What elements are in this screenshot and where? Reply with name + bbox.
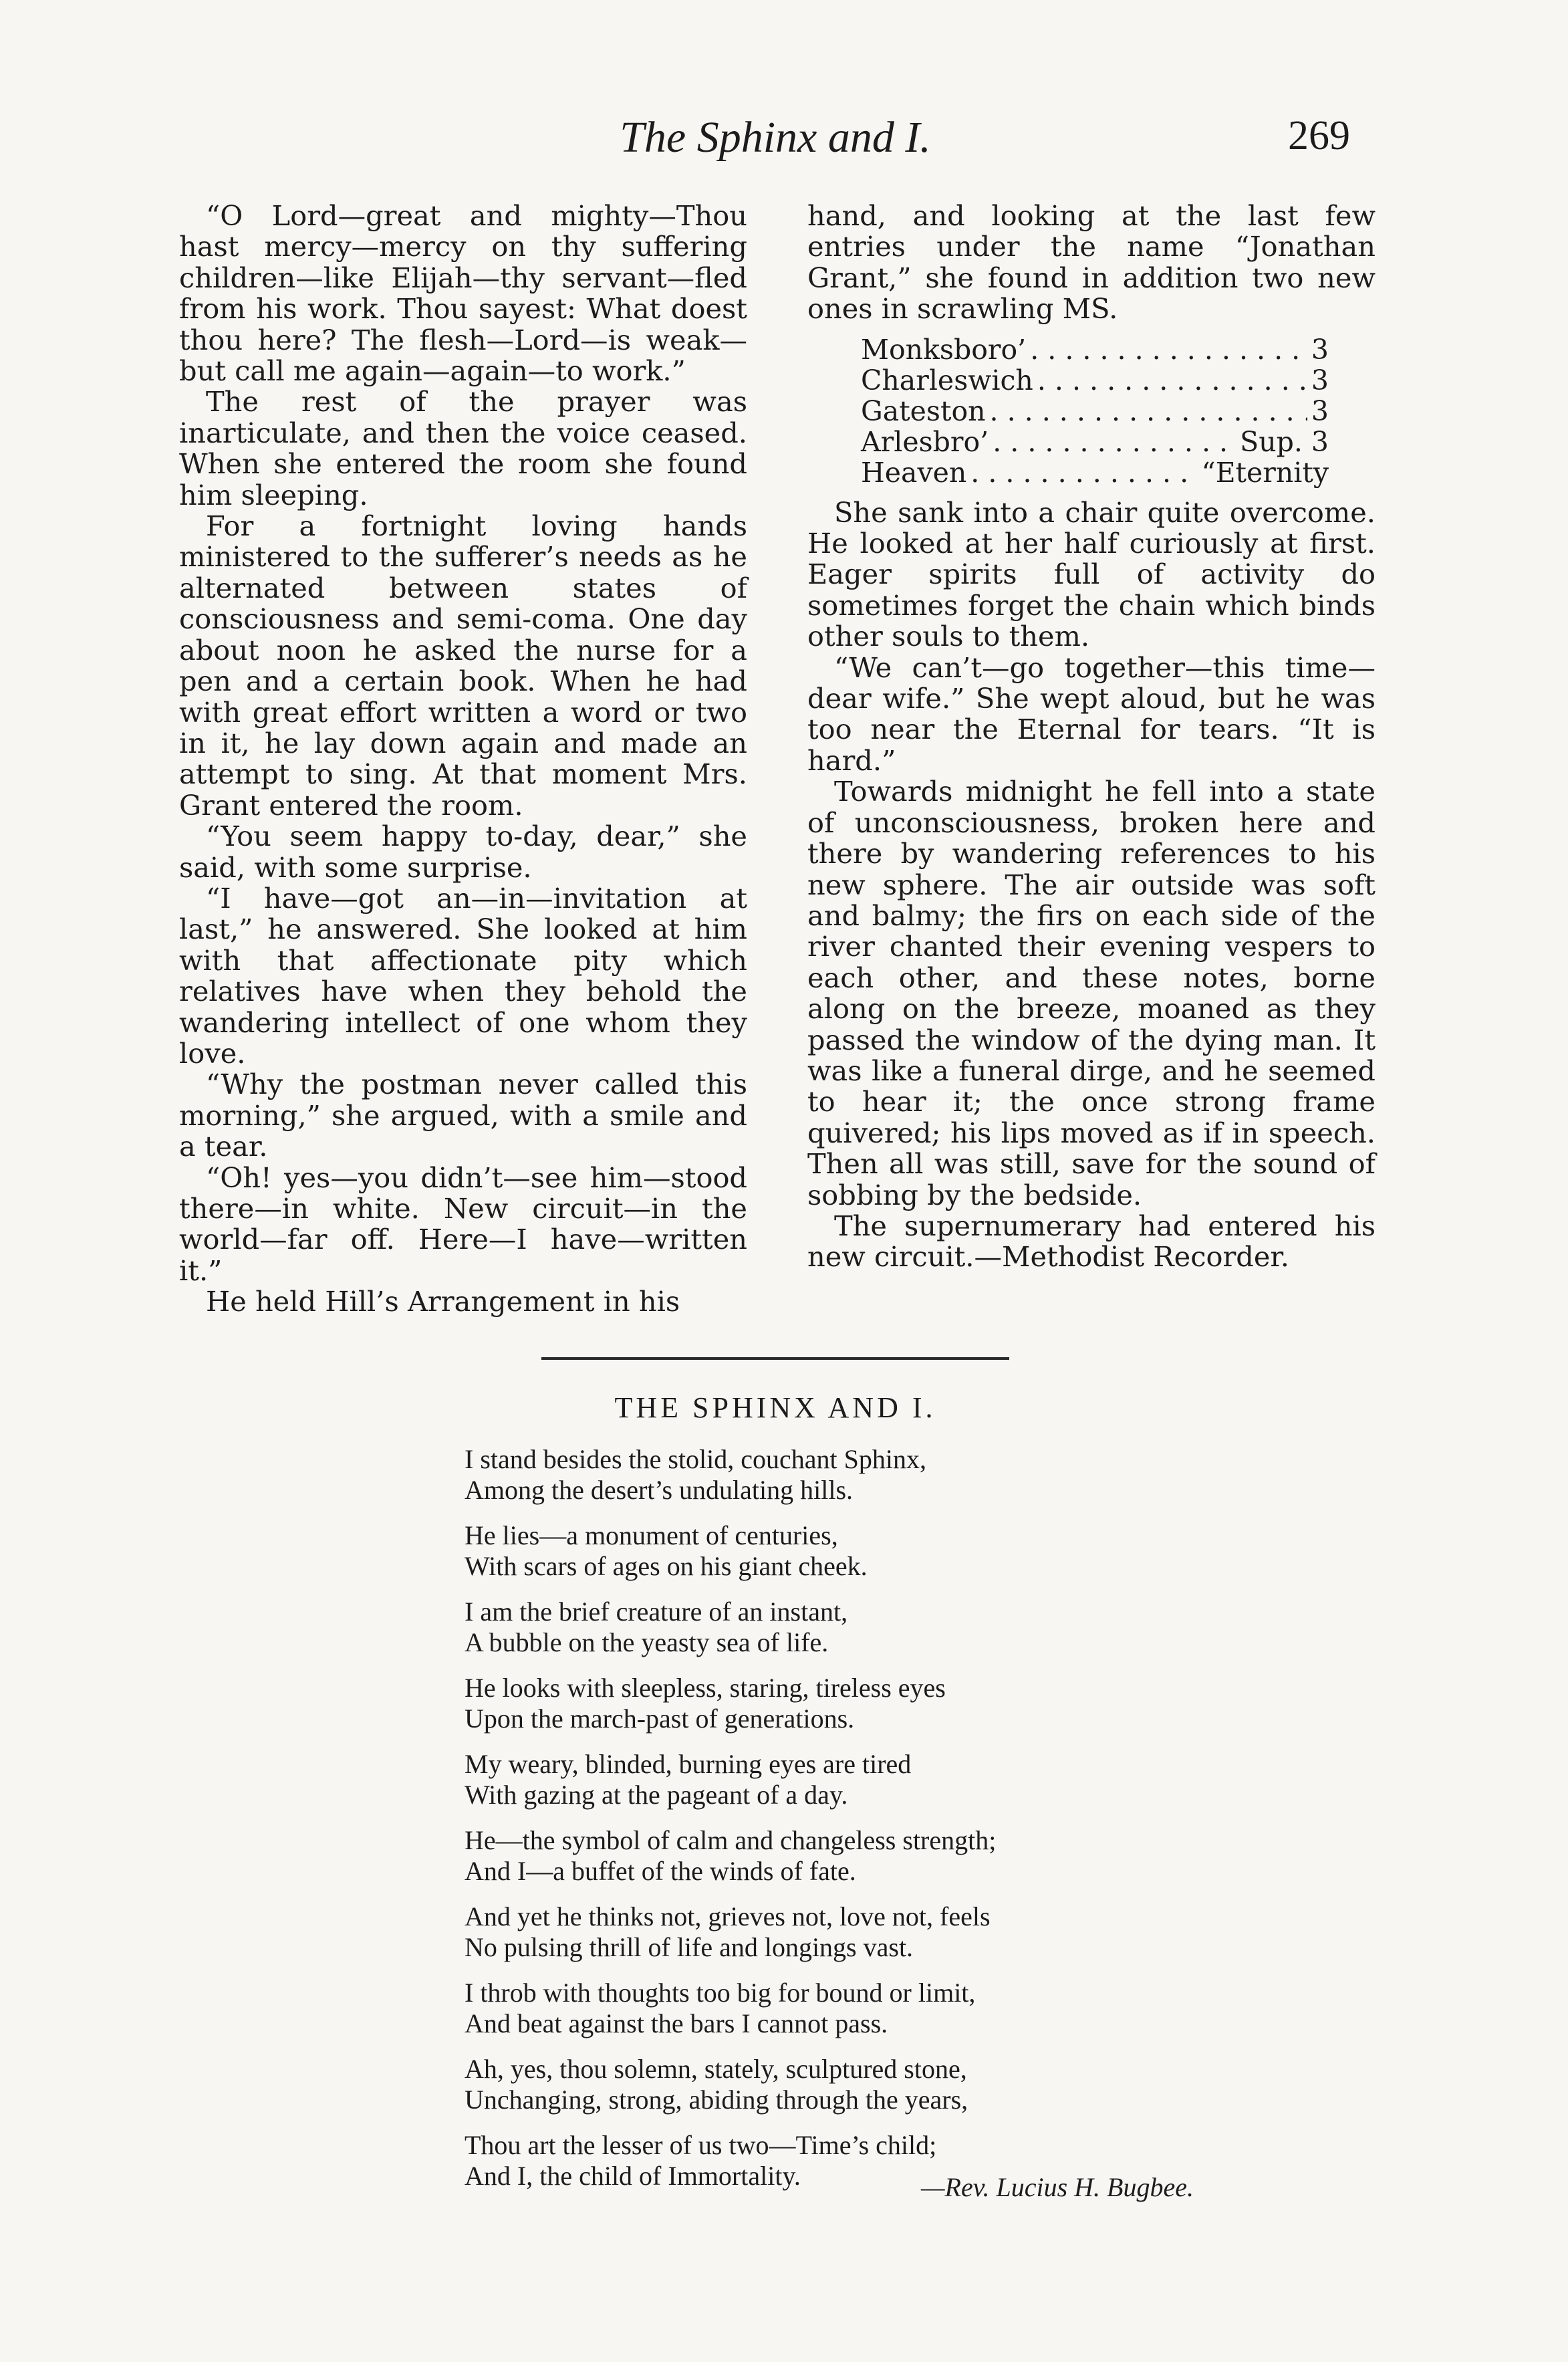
paragraph: “Why the postman never called this morning,” she argued, with a smile and a tear.	[179, 1068, 747, 1163]
circuit-place: Gateston	[861, 394, 986, 427]
poem-line: No pulsing thrill of life and longings vast.	[465, 1932, 914, 1962]
poem-line: And yet he thinks not, grieves not, love not, feels	[465, 1901, 991, 1931]
stanza	[465, 2054, 1213, 2115]
circuit-place: Charleswich	[861, 364, 1033, 396]
stanza	[465, 1520, 1213, 1582]
left-column	[179, 201, 747, 1330]
circuit-years: 3	[1311, 394, 1329, 427]
circuit-entry	[861, 365, 1329, 396]
article-columns	[179, 201, 1376, 1330]
poem-line: Ah, yes, thou solemn, stately, sculptured stone,	[465, 2054, 967, 2084]
poem-line: My weary, blinded, burning eyes are tired	[465, 1749, 912, 1779]
circuit-years: 3	[1311, 333, 1329, 366]
circuit-years: “Eternity	[1201, 456, 1329, 489]
poem-line: He lies—a monument of centuries,	[465, 1520, 838, 1550]
page-header	[201, 112, 1350, 172]
poem-line: Thou art the lesser of us two—Time’s child;	[465, 2130, 937, 2160]
poem-line: He—the symbol of calm and changeless strength;	[465, 1825, 997, 1855]
leader-dots	[990, 396, 1307, 427]
stanza	[465, 1597, 1213, 1658]
leader-dots	[1037, 365, 1307, 396]
circuit-entry	[861, 396, 1329, 427]
circuit-place: Heaven	[861, 456, 967, 489]
circuit-list	[861, 334, 1329, 488]
poem-line: With scars of ages on his giant cheek.	[465, 1551, 868, 1581]
poem-line: Unchanging, strong, abiding through the years,	[465, 2085, 968, 2115]
stanza	[465, 1673, 1213, 1734]
circuit-years: Sup. 3	[1240, 425, 1329, 458]
paragraph: Towards midnight he fell into a state of unconsciousness, broken here and there by wandering references to his new sphere. The air outside was soft and balmy; the firs on each side of the river chanted their evening vespers to each other, and these notes, borne along on the breeze, moaned as they passed the window of the dying man. It was like a funeral dirge, and he seemed to hear it; the once strong frame quivered; his lips moved as if in speech. Then all was still, save for the sound of sobbing by the bedside.	[807, 775, 1376, 1211]
paragraph: “Oh! yes—you didn’t—see him—stood there—in white. New circuit—in the world—far off. Here—I have—written it.”	[179, 1161, 747, 1287]
stanza	[465, 1825, 1213, 1887]
paragraph: The rest of the prayer was inarticulate, and then the voice ceased. When she entered the room she found him sleeping.	[179, 385, 747, 511]
stanza	[465, 1749, 1213, 1810]
poem-title: THE SPHINX AND I.	[614, 1391, 936, 1424]
poem-line: I stand besides the stolid, couchant Sphinx,	[465, 1444, 927, 1474]
paragraph: She sank into a chair quite overcome. He looked at her half curiously at first. Eager spirits full of activity do sometimes forget the chain which binds other souls to them.	[807, 495, 1376, 653]
right-column	[807, 201, 1376, 1330]
poem-line: And beat against the bars I cannot pass.	[465, 2008, 888, 2038]
section-divider	[541, 1357, 1009, 1360]
leader-dots	[993, 427, 1236, 457]
paragraph: hand, and looking at the last few entries under the name “Jonathan Grant,” she found in addition two new ones in scrawling MS.	[807, 199, 1376, 326]
paragraph: “We can’t—go together—this time—dear wife.” She wept aloud, but he was too near the Eternal for tears. “It is hard.”	[807, 651, 1376, 777]
paragraph: The supernumerary had entered his new circuit.—Methodist Recorder.	[807, 1209, 1376, 1274]
poem-line: Upon the march-past of generations.	[465, 1703, 855, 1734]
page-number: 269	[1288, 113, 1350, 158]
running-title: The Sphinx and I.	[620, 113, 931, 162]
circuit-entry	[861, 427, 1329, 457]
poem-line: He looks with sleepless, staring, tireless eyes	[465, 1673, 946, 1703]
poem-line: And I, the child of Immortality.	[465, 2161, 801, 2191]
leader-dots	[970, 457, 1197, 488]
poem-line: A bubble on the yeasty sea of life.	[465, 1627, 829, 1657]
stanza	[465, 1978, 1213, 2039]
circuit-place: Monksboro’	[861, 333, 1027, 366]
poem-line: And I—a buffet of the winds of fate.	[465, 1856, 856, 1886]
circuit-place: Arlesbro’	[861, 425, 989, 458]
paragraph: “You seem happy to-day, dear,” she said, with some surprise.	[179, 820, 747, 884]
stanza	[465, 1444, 1213, 1506]
paragraph: “I have—got an—in—invitation at last,” he answered. She looked at him with that affectionate pity which relatives have when they behold the wandering intellect of one whom they love.	[179, 881, 747, 1070]
circuit-years: 3	[1311, 364, 1329, 396]
paragraph: He held Hill’s Arrangement in his	[206, 1285, 680, 1318]
leader-dots	[1030, 334, 1307, 365]
poem-line: With gazing at the pageant of a day.	[465, 1780, 848, 1810]
stanza	[465, 1901, 1213, 1963]
poem	[465, 1444, 1213, 2206]
circuit-entry	[861, 457, 1329, 488]
circuit-entry	[861, 334, 1329, 365]
paragraph: “O Lord—great and mighty—Thou hast mercy—mercy on thy suffering children—like Elijah—thy servant—fled from his work. Thou sayest: What doest thou here? The flesh—Lord—is weak—but call me again—again—to work.”	[179, 199, 747, 388]
poem-signature: —Rev. Lucius H. Bugbee.	[920, 2172, 1194, 2202]
poem-line: I am the brief creature of an instant,	[465, 1597, 848, 1627]
poem-line: I throb with thoughts too big for bound or limit,	[465, 1978, 976, 2008]
paragraph: For a fortnight loving hands ministered to the sufferer’s needs as he alternated between states of consciousness and semi-coma. One day about noon he asked the nurse for a pen and a certain book. When he had with great effort written a word or two in it, he lay down again and made an attempt to sing. At that moment Mrs. Grant entered the room.	[179, 509, 747, 822]
poem-line: Among the desert’s undulating hills.	[465, 1475, 854, 1505]
